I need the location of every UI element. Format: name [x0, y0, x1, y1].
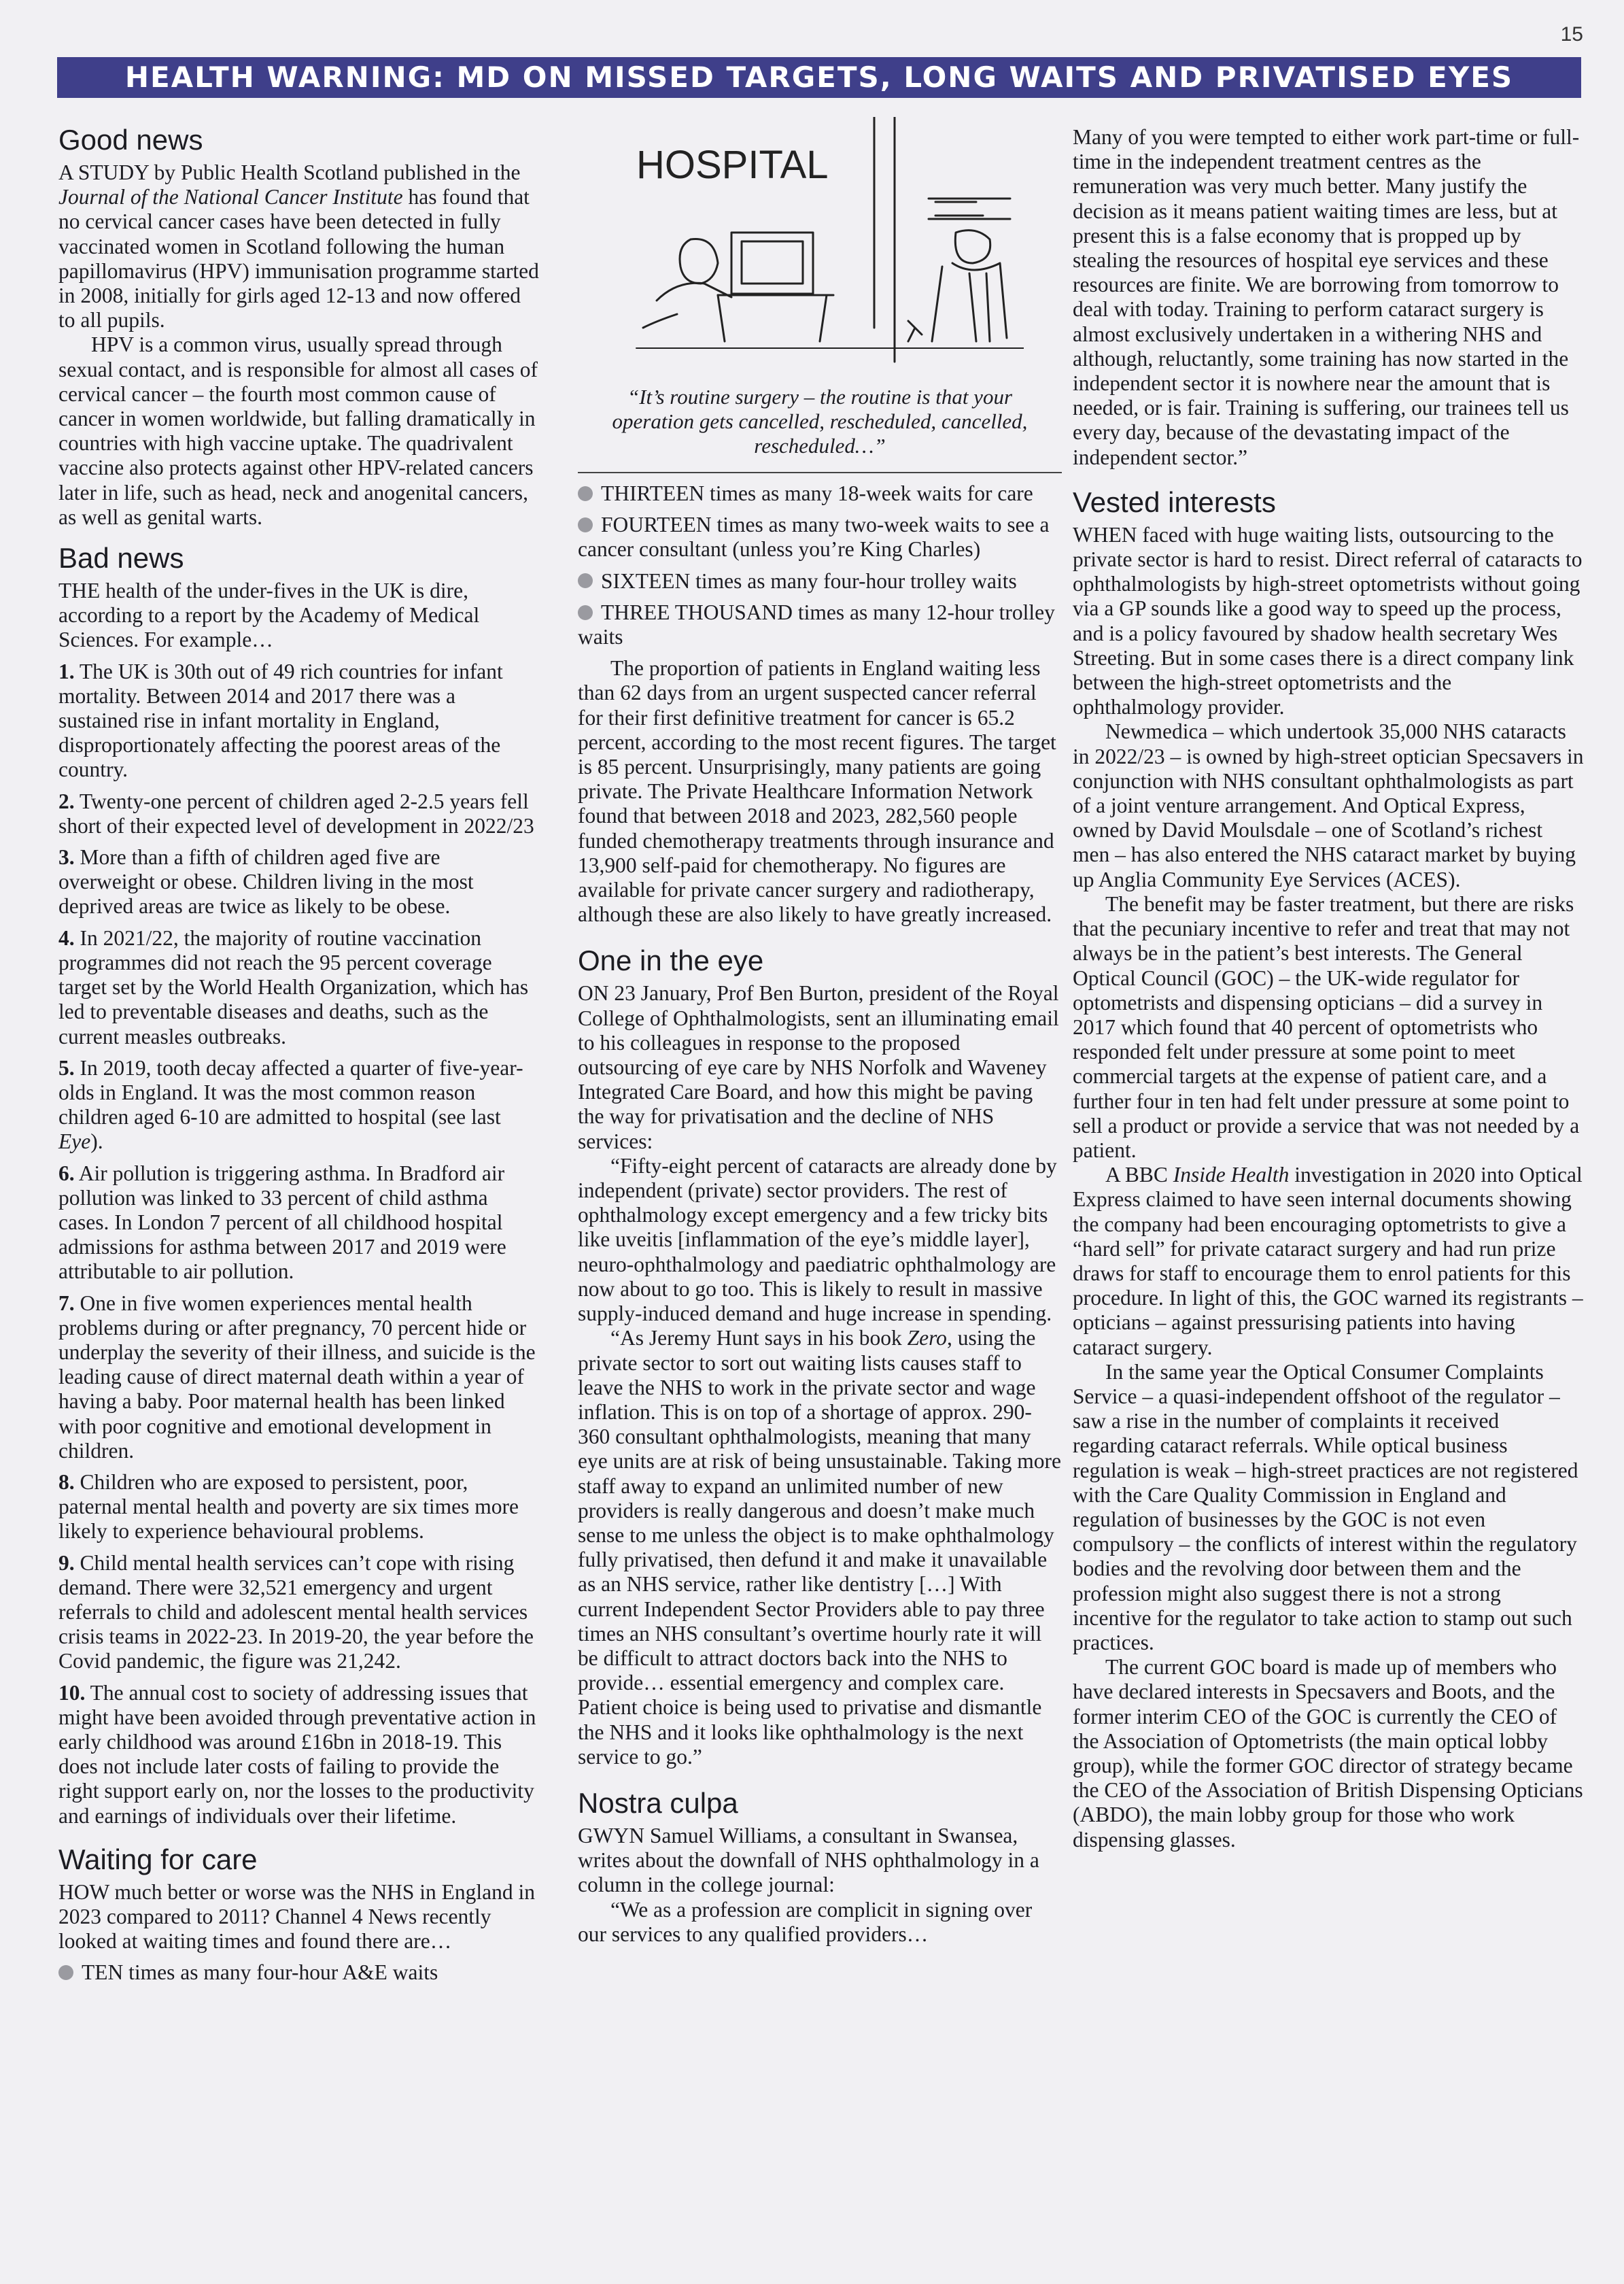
bullet-dot-icon [58, 1965, 73, 1980]
bad-news-item: 9. Child mental health services can’t cope with rising demand. There were 32,521 emergency and urgent referrals to child and adolescent mental health services crisis teams in 2022-23. In 2019-20, the year before the Covid pandemic, the figure was 21,242. [58, 1550, 534, 1673]
cartoon-sign-text: HOSPITAL [636, 143, 829, 187]
divider [578, 472, 1062, 473]
hospital-cartoon [616, 117, 1024, 382]
column-2 [578, 117, 1062, 1947]
waiting-bullet: THIRTEEN times as many 18-week waits for care [578, 481, 1062, 506]
vested-paragraph: WHEN faced with huge waiting lists, outsourcing to the private sector is hard to resist. Direct referral of cataracts to ophthalmologists by high-street optometrists without going via a GP sounds like a good way to speed up the process, and is a policy favoured by shadow health secretary Wes Streeting. But in some cases there is a direct company link between the high-street optometrists and the ophthalmology provider. [1073, 522, 1583, 719]
bad-news-intro: THE health of the under-fives in the UK is dire, according to a report by the Academy of Medical Sciences. For example… [58, 579, 480, 652]
bad-news-item: 3. More than a fifth of children aged five are overweight or obese. Children living in the most deprived areas are twice as likely to be obese. [58, 845, 474, 919]
bad-news-item: 5. In 2019, tooth decay affected a quarter of five-year-olds in England. It was the most common reason children aged 6-10 are admitted to hospital (see last Eye). [58, 1055, 523, 1154]
one-eye-paragraph: ON 23 January, Prof Ben Burton, president of the Royal College of Ophthalmologists, sent an illuminating email to his colleagues in response to the proposed outsourcing of eye care by NHS Norfolk and Waveney Integrated Care Board, and how this might be paving the way for privatisation and the decline of NHS services: [578, 981, 1059, 1153]
waiting-bullet: FOURTEEN times as many two-week waits to see a cancer consultant (unless you’re King Charles) [578, 513, 1050, 562]
bad-news-item: 7. One in five women experiences mental health problems during or after pregnancy, 70 percent hide or underplay the severity of their illness, and suicide is the leading cause of direct maternal death within a year of having a baby. Poor maternal health has been linked with poor cognitive and emotional development in children. [58, 1291, 536, 1463]
vested-paragraph: In the same year the Optical Consumer Complaints Service – a quasi-independent offshoot of the regulator – saw a rise in the number of complaints it received regarding cataract referrals. While optical business regulation is weak – high-street practices are not registered with the Care Quality Commission in England and regulation of businesses by the GOC is not even compulsory – the conflicts of interest within the regulatory bodies and the revolving door between them and the profession might also suggest there is not a strong incentive for the regulator to take action to stamp out such practices. [1073, 1359, 1578, 1654]
vested-heading: Vested interests [1073, 485, 1276, 518]
waiting-intro: HOW much better or worse was the NHS in England in 2023 compared to 2011? Channel 4 News recently looked at waiting times and found there are… [58, 1879, 536, 1954]
bad-news-item: 1. The UK is 30th out of 49 rich countries for infant mortality. Between 2014 and 2017 there was a sustained rise in infant mortality in England, disproportionately affecting the poorest areas of the country. [58, 659, 503, 782]
one-eye-paragraph: “As Jeremy Hunt says in his book Zero, using the private sector to sort out waiting lists causes staff to leave the NHS to work in the private sector and wage inflation. This is on top of a shortage of approx. 290-360 consultant ophthalmologists, meaning that many eye units are at risk of being unsustainable. Taking more staff away to expand an unlimited number of new providers is really dangerous and doesn’t make much sense to me unless the object is to make ophthalmology fully privatised, then defund it and make it unavailable as an NHS service, rather like dentistry […] With current Independent Sector Providers able to pay three times an NHS consultant’s overtime hourly rate it will be difficult to attract doctors back into the NHS to provide… essential emergency and complex care. Patient choice is being used to privatise and dismantle the NHS and it looks like ophthalmology is the next service to go.” [578, 1326, 1062, 1769]
vested-paragraph: A BBC Inside Health investigation in 2020 into Optical Express claimed to have seen internal documents showing the company had been encouraging optometrists to give a “hard sell” for private cataract surgery and had run prize draws for staff to encourage them to enrol patients for this procedure. In light of this, the GOC warned its registrants – opticians – against pressurising patients into having cataract surgery. [1073, 1163, 1583, 1359]
article-banner: HEALTH WARNING: MD ON MISSED TARGETS, LONG WAITS AND PRIVATISED EYES [57, 57, 1581, 98]
one-eye-heading: One in the eye [578, 944, 764, 977]
good-news-paragraph: A STUDY by Public Health Scotland published in the Journal of the National Cancer Institute has found that no cervical cancer cases have been detected in fully vaccinated women in Scotland following the human papillomavirus (HPV) immunisation programme started in 2008, initially for girls aged 12-13 and now offered to all pupils. [58, 160, 539, 333]
column-3 [1073, 117, 1584, 1852]
bullet-dot-icon [578, 486, 593, 501]
bullet-dot-icon [578, 605, 593, 620]
nostra-paragraph: “We as a profession are complicit in signing over our services to any qualified providers… [578, 1897, 1033, 1946]
bullet-dot-icon [578, 573, 593, 588]
nostra-paragraph: GWYN Samuel Williams, a consultant in Swansea, writes about the downfall of NHS ophthalmology in a column in the college journal: [578, 1823, 1039, 1897]
bad-news-heading: Bad news [58, 542, 184, 575]
bad-news-item: 8. Children who are exposed to persistent, poor, paternal mental health and poverty are six times more likely to experience behavioural problems. [58, 1469, 519, 1544]
column-1 [58, 117, 540, 1985]
vested-paragraph: The current GOC board is made up of members who have declared interests in Specsavers and Boots, and the former interim CEO of the GOC is currently the CEO of the Association of Optometrists (the main optical lobby group), while the former GOC director of strategy became the CEO of the Association of British Dispensing Opticians (ABDO), the main lobby group for those who work dispensing glasses. [1073, 1655, 1583, 1852]
bad-news-item: 6. Air pollution is triggering asthma. In Bradford air pollution was linked to 33 percent of child asthma cases. In London 7 percent of all childhood hospital admissions for asthma between 2017 and 2019 were attributable to air pollution. [58, 1161, 506, 1284]
vested-paragraph: Newmedica – which undertook 35,000 NHS cataracts in 2022/23 – is owned by high-street optician Specsavers in conjunction with NHS consultant ophthalmologists as part of a joint venture arrangement. And Optical Express, owned by David Moulsdale – one of Scotland’s richest men – has also entered the NHS cataract market by buying up Anglia Community Eye Services (ACES). [1073, 719, 1584, 891]
nostra-paragraph: Many of you were tempted to either work part-time or full-time in the independent treatment centres as the remuneration was very much better. Many justify the decision as it means patient waiting times are less, but at present this is a false economy that is propped up by stealing the resources of hospital eye services and these resources are finite. We are borrowing from tomorrow to deal with today. Training to perform cataract surgery is almost exclusively undertaken in a withering NHS and although, reluctantly, some training has now started in the independent sector it is nowhere near the amount that is needed, or is fair. Training is suffering, our trainees tell us every day, because of the devastating impact of the independent sector.” [1073, 125, 1580, 469]
waiting-paragraph: The proportion of patients in England waiting less than 62 days from an urgent suspected cancer referral for their first definitive treatment for cancer is 65.2 percent, according to the most recent figures. The target is 85 percent. Unsurprisingly, many patients are going private. The Private Healthcare Information Network found that between 2018 and 2023, 282,560 people funded chemotherapy treatments through insurance and 13,900 self-paid for chemotherapy. No figures are available for private cancer surgery and radiotherapy, although these are also likely to have greatly increased. [578, 656, 1056, 927]
good-news-paragraph: HPV is a common virus, usually spread through sexual contact, and is responsible for almost all cases of cervical cancer – the fourth most common cause of cancer in women worldwide, but falling dramatically in countries with high vaccine uptake. The quadrivalent vaccine also protects against other HPV-related cancers later in life, such as head, neck and anogenital cancers, as well as genital warts. [58, 333, 538, 529]
bad-news-item: 4. In 2021/22, the majority of routine vaccination programmes did not reach the 95 percent coverage target set by the World Health Organization, which has led to preventable diseases and deaths, such as the current measles outbreaks. [58, 925, 529, 1049]
waiting-bullet: TEN times as many four-hour A&E waits [58, 1960, 540, 1985]
waiting-bullet: THREE THOUSAND times as many 12-hour trolley waits [578, 600, 1055, 649]
waiting-heading: Waiting for care [58, 1843, 258, 1875]
one-eye-paragraph: “Fifty-eight percent of cataracts are already done by independent (private) sector providers. The rest of ophthalmology except emergency and a few tricky bits like uveitis [inflammation of the eye’s middle layer], neuro-ophthalmology and paediatric ophthalmology are now about to go too. This is likely to result in massive supply-induced demand and huge increase in spending. [578, 1153, 1057, 1326]
nostra-culpa-heading: Nostra culpa [578, 1786, 738, 1819]
waiting-bullet: SIXTEEN times as many four-hour trolley waits [578, 569, 1062, 594]
bad-news-item: 2. Twenty-one percent of children aged 2-2.5 years fell short of their expected level of development in 2022/23 [58, 789, 534, 838]
bullet-dot-icon [578, 517, 593, 532]
bad-news-item: 10. The annual cost to society of addressing issues that might have been avoided through preventative action in early childhood was around £16bn in 2018-19. This does not include later costs of failing to provide the right support early on, nor the losses to the productivity and earnings of individuals over their lifetime. [58, 1680, 536, 1828]
page-number: 15 [1560, 23, 1583, 46]
vested-paragraph: The benefit may be faster treatment, but there are risks that the pecuniary incentive to refer and treat that may not always be in the patient’s best interests. The General Optical Council (GOC) – the UK-wide regulator for optometrists and dispensing opticians – did a survey in 2017 which found that 40 percent of optometrists who responded felt under pressure at some point to meet commercial targets at the expense of patient care, and a further four in ten had felt under pressure at some point to sell a product or provide a service that was not needed by a patient. [1073, 891, 1580, 1162]
cartoon-caption: “It’s routine surgery – the routine is that your operation gets cancelled, rescheduled, cancelled, rescheduled…” [612, 385, 1028, 458]
good-news-heading: Good news [58, 124, 203, 156]
